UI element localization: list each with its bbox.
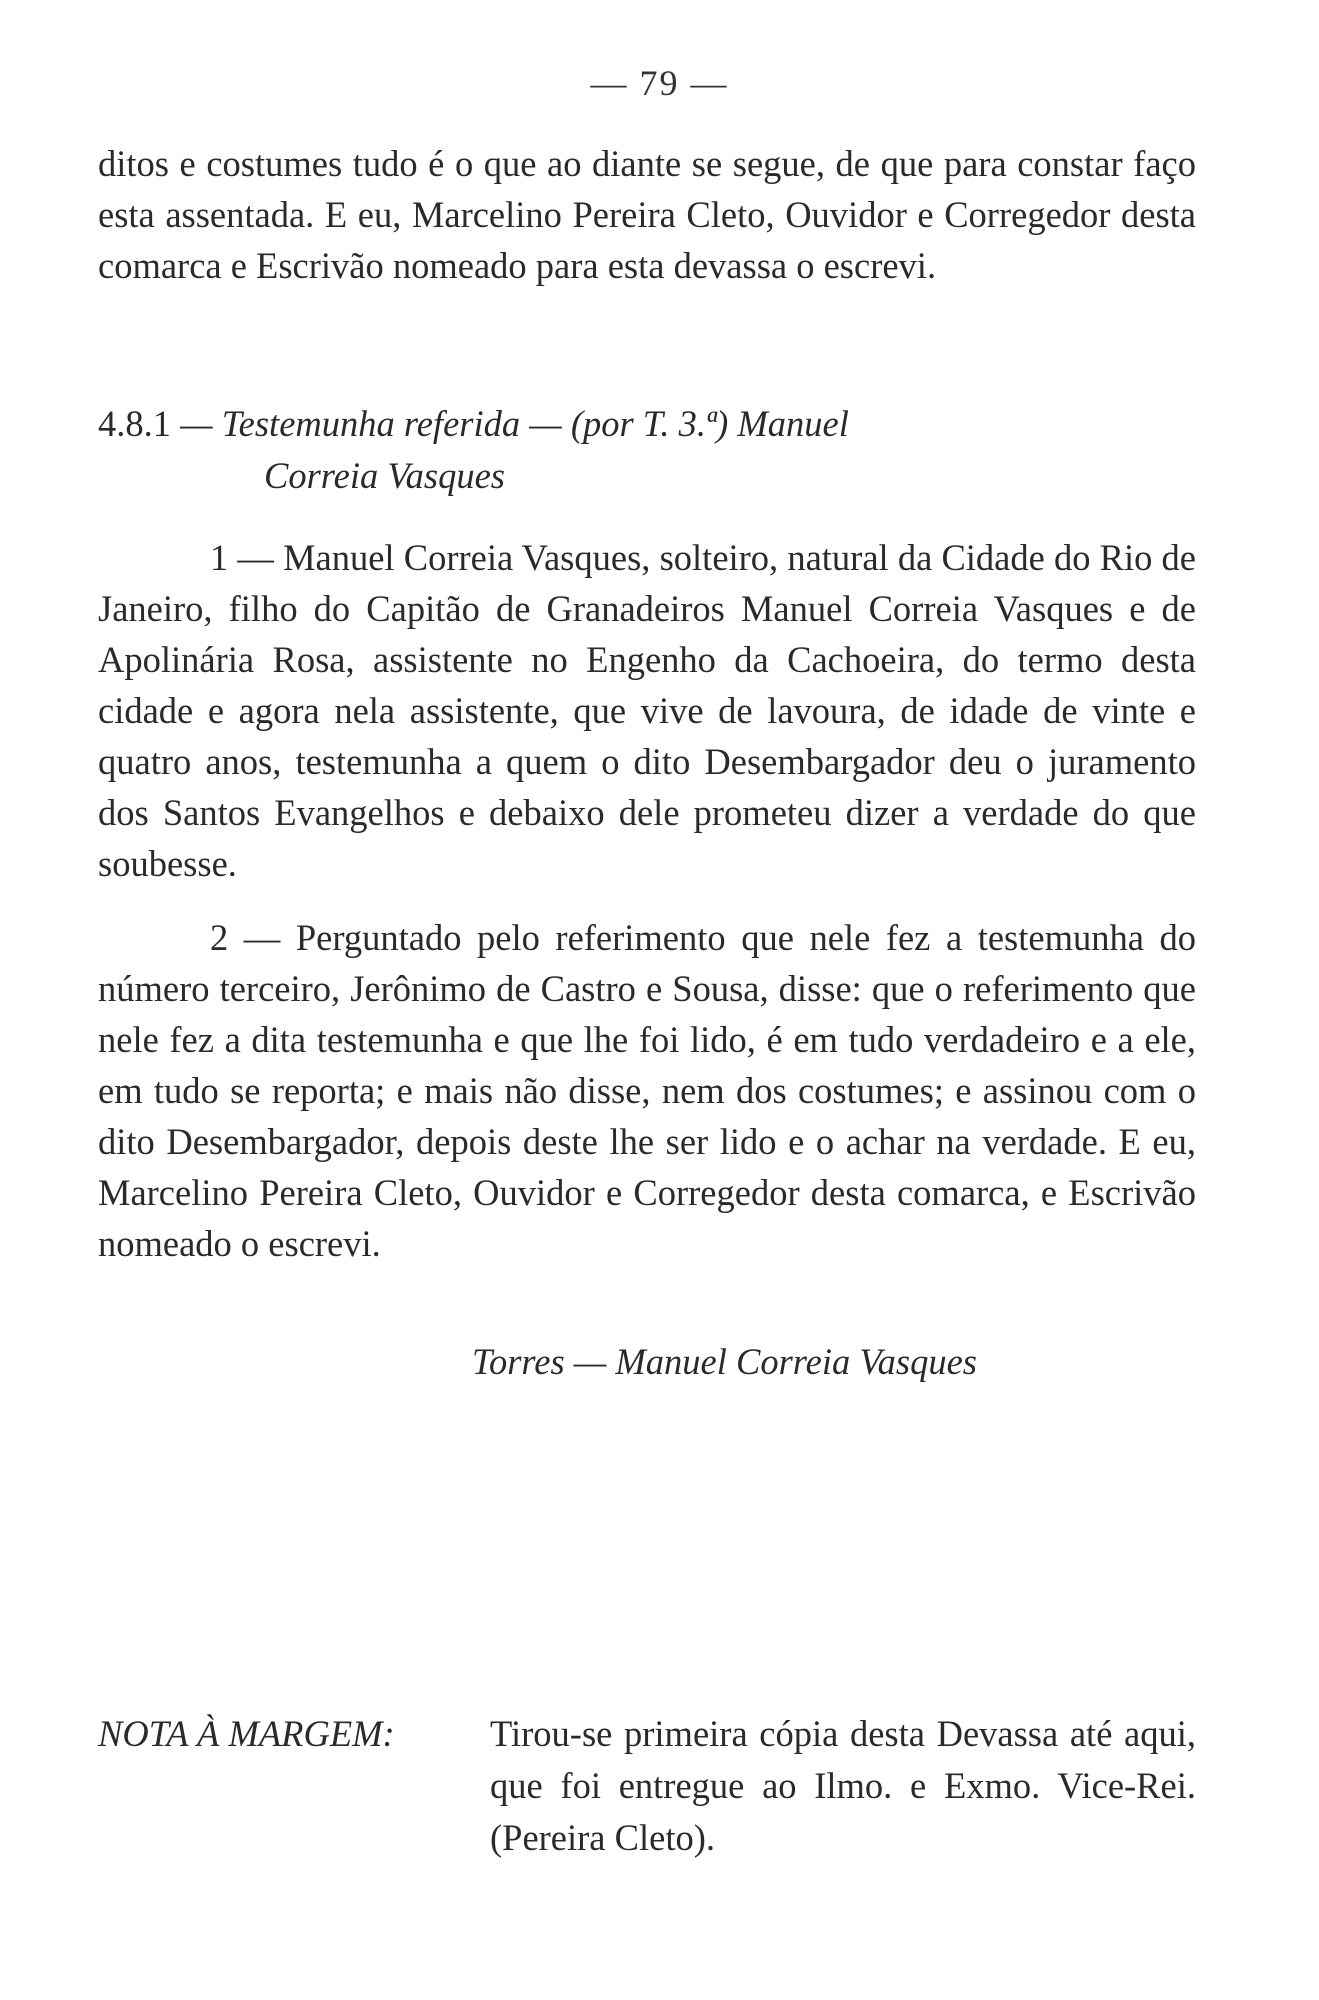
- intro-paragraph: ditos e costumes tudo é o que ao diante se segue, de que para constar faço esta assentada. E eu, Marcelino Pereira Cleto, Ouvidor e Corregedor desta comarca e Escrivão nomeado para esta devassa o escrevi.: [98, 143, 1196, 286]
- section-heading-line2: Correia Vasques: [264, 455, 505, 496]
- intro-paragraph-block: [98, 138, 1196, 291]
- section-number: 4.8.1: [98, 403, 171, 444]
- margin-note: [98, 1708, 1196, 1864]
- testimony-paragraph-1: 1 — Manuel Correia Vasques, solteiro, natural da Cidade do Rio de Janeiro, filho do Capitão de Granadeiros Manuel Correia Vasques e de Apolinária Rosa, assistente no Engenho da Cachoeira, do termo desta cidade e agora nela assistente, que vive de lavoura, de idade de vinte e quatro anos, testemunha a quem o dito Desembargador deu o juramento dos Santos Evangelhos e debaixo dele prometeu dizer a verdade do que soubesse.: [98, 537, 1196, 884]
- testimony-paragraph-2: 2 — Perguntado pelo referimento que nele fez a testemunha do número terceiro, Jerônimo de Castro e Sousa, disse: que o referimento que nele fez a dita testemunha e que lhe foi lido, é em tudo verdadeiro e a ele, em tudo se reporta; e mais não disse, nem dos costumes; e assinou com o dito Desembargador, depois deste lhe ser lido e o achar na verdade. E eu, Marcelino Pereira Cleto, Ouvidor e Corregedor desta comarca, e Escrivão nomeado o escrevi.: [98, 917, 1196, 1264]
- margin-note-text: Tirou-se primeira cópia desta Devassa até aqui, que foi entregue ao Ilmo. e Exmo. Vice-Rei. (Pereira Cleto).: [490, 1713, 1196, 1858]
- section-heading-line1: — Testemunha referida — (por T. 3.ª) Manuel: [180, 403, 849, 444]
- testimony-paragraph-1-block: [98, 532, 1196, 889]
- testimony-paragraph-2-block: [98, 912, 1196, 1269]
- margin-note-label: NOTA À MARGEM:: [98, 1713, 395, 1754]
- signature-line: Torres — Manuel Correia Vasques: [472, 1341, 977, 1382]
- section-heading: [98, 398, 1196, 502]
- page-number: — 79 —: [590, 63, 729, 103]
